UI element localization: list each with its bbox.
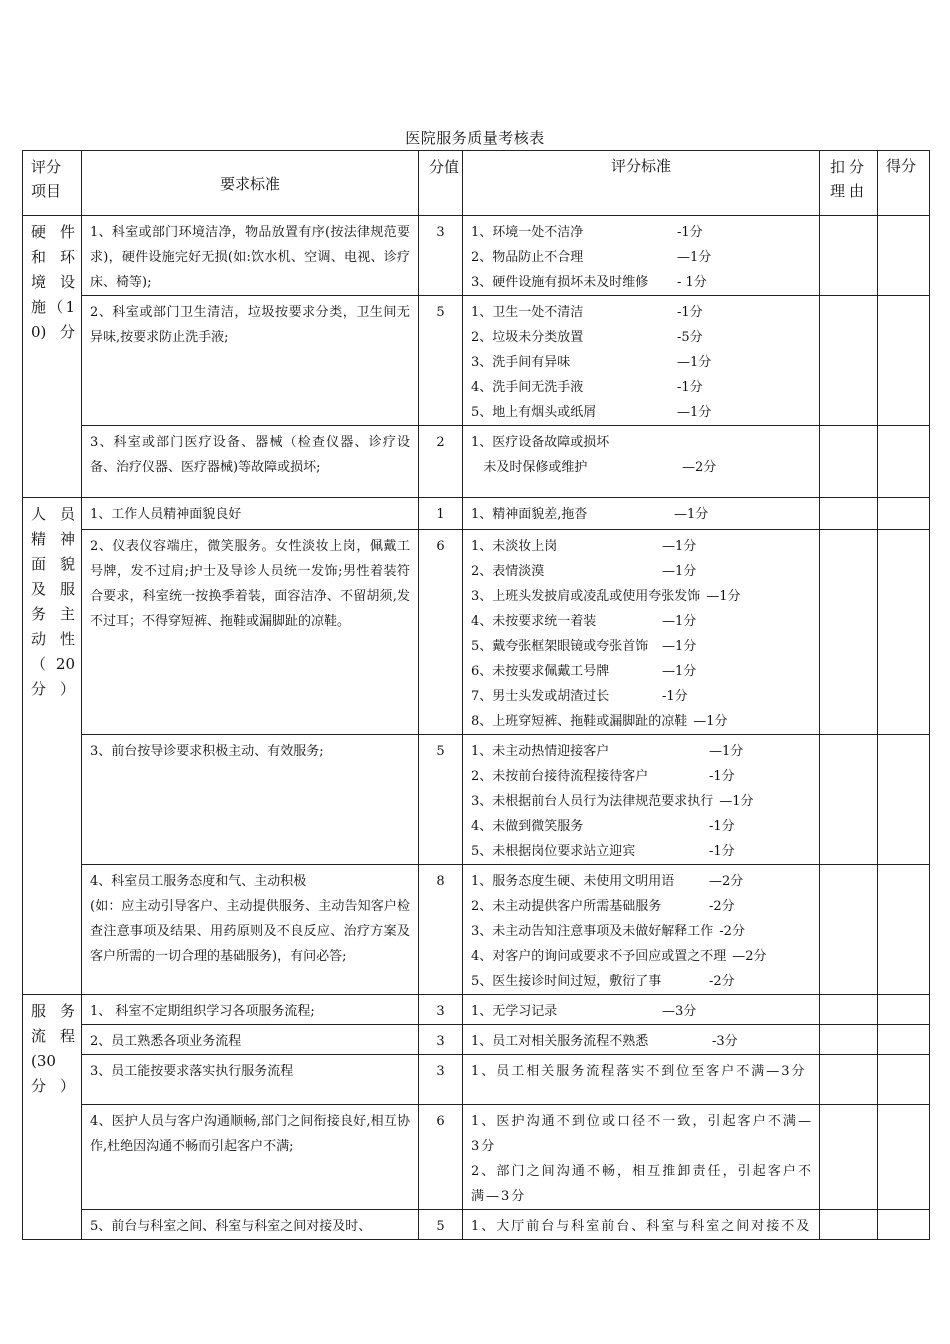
criteria-text: 1、未淡妆上岗 [471,539,558,554]
requirement-cell: 4、医护人员与客户沟通顺畅,部门之间衔接良好,相互协作,杜绝因沟通不畅而引起客户不满; [82,1105,419,1210]
score-cell[interactable] [878,426,930,498]
value-cell: 3 [419,995,463,1025]
criteria-points: —1分 [662,664,697,679]
category-cell: 人员精神面貌及服务主动性（ 20分） [23,498,82,995]
table-row [23,530,930,735]
criteria-points: —1分 [662,614,697,629]
criteria-cell [463,735,820,865]
criteria-points: —1分 [719,794,754,809]
reason-cell[interactable] [820,1055,878,1105]
criteria-item [471,999,813,1024]
criteria-points: —1分 [709,744,744,759]
criteria-points: —2分 [732,949,767,964]
criteria-item [471,534,813,559]
reason-cell[interactable] [820,296,878,426]
criteria-points: -1分 [677,305,703,320]
score-cell[interactable] [878,1055,930,1105]
criteria-text: 2、表情淡漠 [471,564,545,579]
criteria-text: 4、未按要求统一着装 [471,614,597,629]
header-row [23,151,930,216]
criteria-text: 3、洗手间有异味 [471,355,571,370]
requirement-cell: 2、员工熟悉各项业务流程 [82,1025,419,1055]
value-cell: 2 [419,426,463,498]
table-row [23,426,930,498]
criteria-points: -1分 [677,380,703,395]
assessment-table [22,150,930,1240]
criteria-text: 1、环境一处不洁净 [471,225,584,240]
value-cell: 6 [419,530,463,735]
criteria-item: 2、部门之间沟通不畅，相互推卸责任，引起客户不满—3分 [471,1164,813,1204]
criteria-text: 3、硬件设施有损坏未及时维修 [471,275,649,290]
criteria-points: —2分 [709,874,744,889]
requirement-cell: 2、科室或部门卫生清洁，垃圾按要求分类，卫生间无异味,按要求防止洗手液; [82,296,419,426]
score-cell[interactable] [878,1210,930,1240]
score-cell[interactable] [878,735,930,865]
criteria-points: —1分 [693,714,728,729]
criteria-item [471,709,813,734]
header-value: 分值 [419,151,463,216]
criteria-cell [463,1025,820,1055]
criteria-points [676,430,682,455]
criteria-text: 5、戴夸张框架眼镜或夸张首饰 [471,639,649,654]
criteria-text: 2、未主动提供客户所需基础服务 [471,899,662,914]
score-cell[interactable] [878,1105,930,1210]
criteria-item [471,894,813,919]
criteria-points: —1分 [677,250,712,265]
requirement-cell: 4、科室员工服务态度和气、主动积极 (如：应主动引导客户、主动提供服务、主动告知客户检查注意事项及结果、用药原则及不良反应、治疗方案及客户所需的一切合理的基础服务)，有问必答; [82,865,419,995]
criteria-item [471,502,813,527]
criteria-text: 2、物品防止不合理 [471,250,584,265]
criteria-cell [463,865,820,995]
criteria-text: 1、无学习记录 [471,1004,558,1019]
criteria-text: 1、服务态度生硬、未使用文明用语 [471,874,675,889]
criteria-item [471,609,813,634]
criteria-item [471,969,813,994]
criteria-points: -1分 [709,819,735,834]
reason-cell[interactable] [820,735,878,865]
table-row [23,1025,930,1055]
score-cell[interactable] [878,865,930,995]
criteria-item [471,944,813,969]
criteria-cell [463,1105,820,1210]
criteria-cell [463,1210,820,1240]
criteria-item [471,1029,813,1054]
criteria-item [471,300,813,325]
category-cell: 硬件和环境设施（10)分 [23,216,82,498]
criteria-cell [463,296,820,426]
criteria-item [471,869,813,894]
reason-cell[interactable] [820,216,878,296]
value-cell: 5 [419,296,463,426]
criteria-points: —1分 [662,539,697,554]
score-cell[interactable] [878,216,930,296]
requirement-cell: 1、 科室不定期组织学习各项服务流程; [82,995,419,1025]
page-title: 医院服务质量考核表 [405,129,545,147]
header-criteria: 评分标准 [463,151,820,216]
criteria-item [471,764,813,789]
criteria-text: 3、未根据前台人员行为法律规范要求执行 [471,794,714,809]
criteria-item [471,634,813,659]
criteria-text: 4、对客户的询问或要求不予回应或置之不理 [471,949,727,964]
criteria-text: 8、上班穿短裤、拖鞋或漏脚趾的凉鞋 [471,714,688,729]
criteria-text: 5、未根据岗位要求站立迎宾 [471,844,636,859]
criteria-item [471,325,813,350]
criteria-cell [463,498,820,530]
criteria-points: —1分 [662,639,697,654]
criteria-item: 1、医护沟通不到位或口径不一致，引起客户不满—3分 [471,1114,813,1154]
requirement-cell: 3、科室或部门医疗设备、器械（检查仪器、诊疗设备、治疗仪器、医疗器械)等故障或损坏; [82,426,419,498]
criteria-text: 1、未主动热情迎接客户 [471,744,610,759]
criteria-text: 1、精神面貌差,拖沓 [471,507,588,522]
requirement-cell: 1、科室或部门环境洁净，物品放置有序(按法律规范要求)，硬件设施完好无损(如:饮水机、空调、电视、诊疗床、椅等); [82,216,419,296]
requirement-cell: 5、前台与科室之间、科室与科室之间对接及时、 [82,1210,419,1240]
value-cell: 3 [419,1025,463,1055]
reason-cell[interactable] [820,995,878,1025]
criteria-points: -2分 [709,974,735,989]
criteria-text: 4、未做到微笑服务 [471,819,584,834]
score-cell[interactable] [878,1025,930,1055]
reason-cell[interactable] [820,1105,878,1210]
criteria-text: 4、洗手间无洗手液 [471,380,584,395]
value-cell: 8 [419,865,463,995]
criteria-points: - 1分 [677,275,707,290]
criteria-points: -2分 [719,924,745,939]
value-cell: 3 [419,216,463,296]
table-row [23,995,930,1025]
requirement-cell: 3、前台按导诊要求积极主动、有效服务; [82,735,419,865]
criteria-item [471,789,813,814]
value-cell: 6 [419,1105,463,1210]
criteria-item [471,559,813,584]
criteria-cell [463,530,820,735]
criteria-cell [463,1055,820,1105]
criteria-item [471,245,813,270]
header-category: 评分项目 [23,151,82,216]
table-row [23,296,930,426]
criteria-item [471,375,813,400]
table-row [23,1055,930,1105]
header-score: 得分 [878,151,930,216]
criteria-points: —1分 [662,564,697,579]
criteria-text: 未及时保修或维护 [471,460,588,475]
requirement-cell: 2、仪表仪容端庄，微笑服务。女性淡妆上岗，佩戴工号牌，发不过肩;护士及导诊人员统一发饰;男性着装符合要求，科室统一按换季着装，面容洁净、不留胡须,发不过耳；不得穿短裤、拖鞋或漏脚趾的凉鞋。 [82,530,419,735]
criteria-item [471,684,813,709]
table-row [23,1105,930,1210]
criteria-points: —1分 [674,507,709,522]
score-cell[interactable] [878,995,930,1025]
criteria-item [471,584,813,609]
criteria-item: 1、员工相关服务流程落实不到位至客户不满—3分 [471,1064,807,1079]
criteria-text: 5、地上有烟头或纸屑 [471,405,597,420]
criteria-points: -1分 [662,689,688,704]
reason-cell[interactable] [820,1025,878,1055]
criteria-points: —1分 [706,589,741,604]
criteria-item: 1、大厅前台与科室前台、科室与科室之间对接不及 [471,1219,812,1234]
value-cell: 3 [419,1055,463,1105]
criteria-points: —2分 [682,460,717,475]
criteria-item [471,814,813,839]
value-cell: 5 [419,735,463,865]
criteria-text: 1、卫生一处不清洁 [471,305,584,320]
criteria-text: 7、男士头发或胡渣过长 [471,689,610,704]
criteria-points: -1分 [677,225,703,240]
criteria-cell [463,995,820,1025]
reason-cell[interactable] [820,1210,878,1240]
table-row [23,1210,930,1240]
criteria-points: -5分 [677,330,703,345]
criteria-item [471,739,813,764]
criteria-text: 2、垃圾未分类放置 [471,330,584,345]
value-cell: 1 [419,498,463,530]
criteria-cell [463,216,820,296]
criteria-text: 5、医生接诊时间过短，敷衍了事 [471,974,662,989]
criteria-points: -2分 [709,899,735,914]
table-row [23,216,930,296]
criteria-text: 3、未主动告知注意事项及未做好解释工作 [471,924,714,939]
criteria-points: -3分 [712,1034,738,1049]
criteria-item [471,220,813,245]
criteria-points: —3分 [662,1004,697,1019]
reason-cell[interactable] [820,530,878,735]
header-reason: 扣分理由 [820,151,878,216]
reason-cell[interactable] [820,498,878,530]
score-cell[interactable] [878,498,930,530]
header-requirement: 要求标准 [82,151,419,216]
criteria-item [471,270,813,295]
criteria-text: 3、上班头发披肩或凌乱或使用夸张发饰 [471,589,701,604]
score-cell[interactable] [878,296,930,426]
criteria-item [471,659,813,684]
requirement-cell: 1、工作人员精神面貌良好 [82,498,419,530]
criteria-text: 1、医疗设备故障或损坏 [471,435,610,450]
requirement-cell: 3、员工能按要求落实执行服务流程 [82,1055,419,1105]
criteria-item [471,919,813,944]
criteria-item [471,430,813,455]
criteria-points: -1分 [709,769,735,784]
criteria-text: 6、未按要求佩戴工号牌 [471,664,610,679]
criteria-text: 2、未按前台接待流程接待客户 [471,769,649,784]
criteria-item [471,350,813,375]
table-row [23,865,930,995]
criteria-item [471,839,813,864]
score-cell[interactable] [878,530,930,735]
criteria-points: —1分 [677,405,712,420]
reason-cell[interactable] [820,865,878,995]
table-row [23,498,930,530]
criteria-text: 1、员工对相关服务流程不熟悉 [471,1034,649,1049]
criteria-item [471,400,813,425]
criteria-item [471,455,813,480]
criteria-cell [463,426,820,498]
reason-cell[interactable] [820,426,878,498]
value-cell: 5 [419,1210,463,1240]
table-row [23,735,930,865]
criteria-points: -1分 [709,844,735,859]
criteria-points: —1分 [677,355,712,370]
category-cell: 服务流程(30分） [23,995,82,1240]
